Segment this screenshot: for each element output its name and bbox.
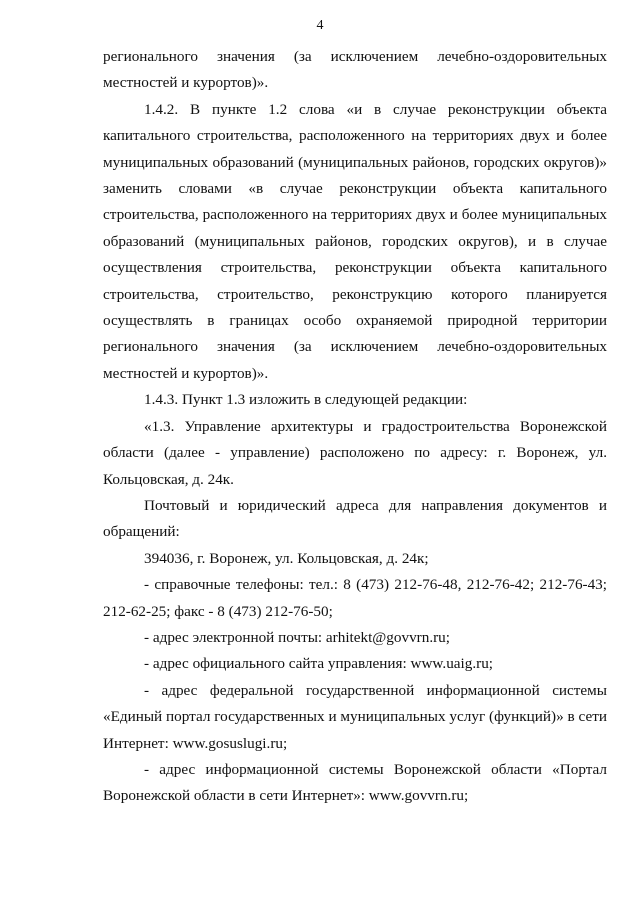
paragraph-continuation: регионального значения (за исключением лечебно-оздоровительных местностей и курортов)». (103, 48, 607, 92)
paragraph-postal-address-intro: Почтовый и юридический адреса для направления документов и обращений: (103, 496, 607, 541)
paragraph-regional-portal: - адрес информационной системы Воронежской области «Портал Воронежской области в сети Интернет»: www.govvrn.ru; (103, 760, 607, 805)
page-number: 4 (316, 18, 324, 33)
paragraph-website: - адрес официального сайта управления: www.uaig.ru; (144, 655, 494, 673)
paragraph-1-3-department: «1.3. Управление архитектуры и градостроительства Воронежской области (далее - управление) расположено по адресу: г. Воронеж, ул. Кольцовская, д. 24к. (103, 417, 607, 488)
paragraph-1-4-2: 1.4.2. В пункте 1.2 слова «и в случае реконструкции объекта капитального строительства, расположенного на территориях двух и более муниципальных образований (муниципальных районов, городских округов)» заменить словами «в случае реконструкции объекта капитального строительства, расположенного на территориях двух и более муниципальных образований (муниципальных районов, городских округов), и в случае осуществления строительства, реконструкции объекта капитального строительства, строительство, реконструкцию которого планируется осуществлять в границах особо охраняемой природной территории регионального значения (за исключением лечебно-оздоровительных местностей и курортов)». (103, 100, 607, 382)
paragraph-phones: - справочные телефоны: тел.: 8 (473) 212-76-48, 212-76-42; 212-76-43; 212-62-25; факс - 8 (473) 212-76-50; (103, 576, 607, 620)
paragraph-email: - адрес электронной почты: arhitekt@govvrn.ru; (144, 628, 450, 646)
document-body (103, 44, 607, 810)
paragraph-1-4-3: 1.4.3. Пункт 1.3 изложить в следующей редакции: (144, 391, 468, 409)
paragraph-postal-address: 394036, г. Воронеж, ул. Кольцовская, д. 24к; (144, 549, 429, 567)
paragraph-gosuslugi: - адрес федеральной государственной информационной системы «Единый портал государственных и муниципальных услуг (функций)» в сети Интернет: www.gosuslugi.ru; (103, 681, 607, 752)
